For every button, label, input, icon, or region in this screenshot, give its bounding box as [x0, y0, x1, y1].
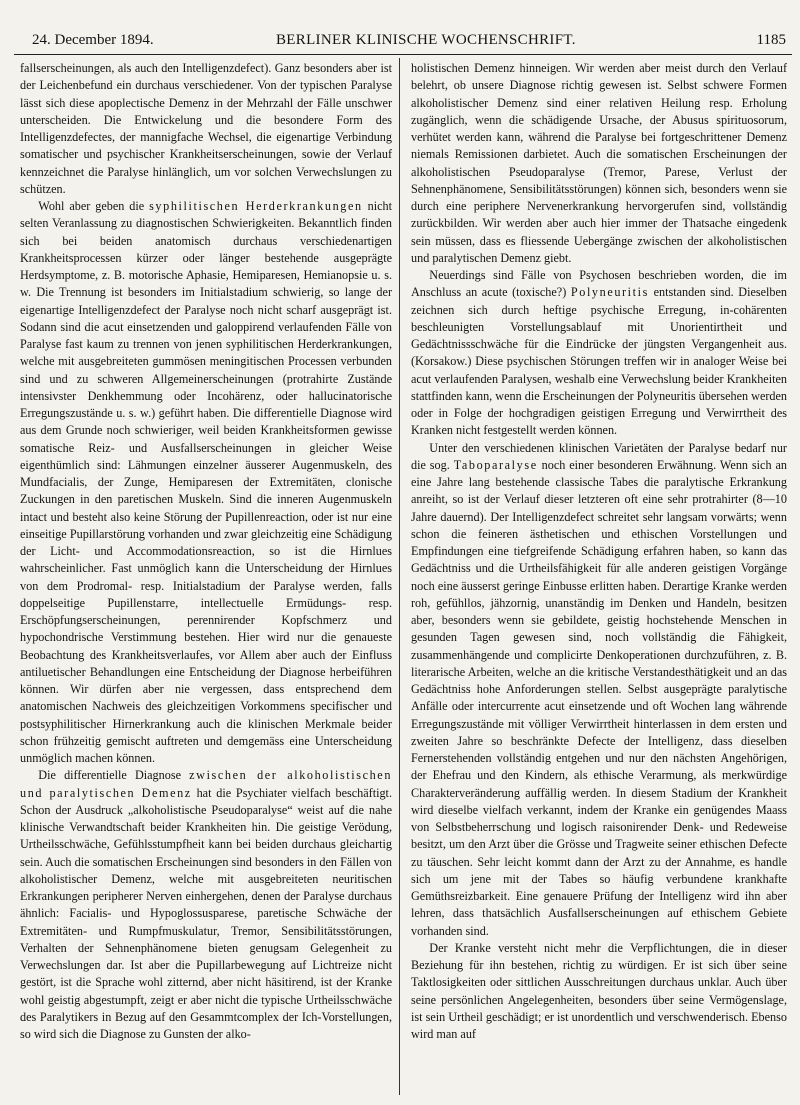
- paragraph: fallserscheinungen, als auch den Intelligenzdefect). Ganz besonders aber ist der Leichenbefund ein durchaus verschiedener. Von der typischen Paralyse lässt sich diese apoplectische Demenz in der Mehrzahl der Fälle unschwer unterscheiden. Die Entwickelung und die besondere Form des Intelligenzdefectes, der mannigfache Wechsel, die eigenartige Verbindung somatischer und psychischer Krankheitserscheinungen, sowie der Verlauf kennzeichnet die Paralyse hinlänglich, um vor solchen Verwechslungen zu schützen.: [20, 61, 392, 196]
- paragraph-text: hat die Psychiater vielfach beschäftigt. Schon der Ausdruck „alkoholistische Pseudoparalyse“ weist auf die nahe klinische Verwandtschaft beider Krankheiten hin. Die geistige Verödung, Urtheilsschwäche, Gefühlsstumpfheit kann bei beiden durchaus gleichartig sein. Auch die somatischen Erscheinungen sind besonders in den Fällen von alkoholistischer Demenz, welche mit ausgebreiteten neuritischen Erkrankungen peripherer Nerven einhergehen, denen der Paralyse durchaus ähnlich: Facialis- und Hypoglossusparese, paretische Schwäche der Extremitäten- und Rumpfmuskulatur, Tremor, Sensibilitätsstörungen, Verhalten der Sehnenphänomene bieten genugsam Gelegenheit zu Verwechslungen dar. Ist aber die Pupillarbewegung auf Lichtreize nicht gestört, ist die Sprache wohl zitternd, aber nicht häsitirend, ist der Kranke wohl geistig abgestumpft, zeigt er aber nicht die typische Urtheilsschwäche des Paralytikers in Bezug auf den Gesammtcomplex der Ich-Vorstellungen, so wird sich die Diagnose zu Gunsten der alko-: [20, 785, 392, 1041]
- paragraph-lead: Neuerdings sind Fälle von Psychosen beschrieben worden, die im Anschluss an acute (toxische?): [411, 268, 787, 300]
- paragraph-lead: Die differentielle Diagnose: [38, 768, 190, 783]
- paragraph-text: entstanden sind. Dieselben zeichnen sich durch heftige psychische Erregung, in-cohärenten beschleunigten Vorstellungsablauf mit Unorientirtheit und Gedächtnissschwäche für die Eindrücke der jüngsten Vergangenheit aus. (Korsakow.) Diese psychischen Störungen treffen wir in analoger Weise bei acut verlaufenden Paralysen, weshalb eine Verwechslung beider Krankheiten stattfinden kann, wenn die Erscheinungen der Polyneuritis übersehen werden oder in Folge der hochgradigen geistigen Erregung und Verwirrtheit des Kranken nicht festgestellt werden können.: [411, 285, 787, 438]
- spaced-emphasis: zwischen der alkoholistischen und paralytischen Demenz: [20, 768, 392, 800]
- spaced-emphasis: syphilitischen Herderkrankungen: [149, 199, 363, 213]
- spaced-emphasis: Polyneuritis: [570, 285, 649, 300]
- header-rule: [14, 54, 792, 55]
- running-header: [8, 30, 790, 52]
- column-divider: [399, 58, 400, 1095]
- journal-title: BERLINER KLINISCHE WOCHENSCHRIFT.: [276, 32, 576, 48]
- paragraph-lead: Wohl aber geben die: [38, 199, 150, 213]
- spaced-emphasis: Taboparalyse: [453, 457, 538, 472]
- paragraph: [411, 267, 787, 440]
- paragraph: holistischen Demenz hinneigen. Wir werden aber meist durch den Verlauf belehrt, ob unsere Diagnose richtig gewesen ist. Selbst schwere Formen alkoholistischer Demenz sind einer relativen Heilung resp. Erholung zugänglich, wenn die schädigende Ursache, der Abusus spirituosorum, verhütet werden kann, während die Paralyse bei fortgeschrittener Demenz niemals Remissionen darbietet. Auch die somatischen Erscheinungen der alkoholistischen Pseudoparalyse (Tremor, Parese, Verlust der Sehnenphänomene, Sensibilitätsstörungen) können sich, besonders wenn sie durch eine periphere Nervenerkrankung hervorgerufen sind, vollständig zurückbilden. Wir werden aber auch hier immer der Thatsache eingedenk sein müssen, dass es fliessende Uebergänge zwischen der alkoholistischen und paralytischen Demenz giebt.: [411, 61, 787, 265]
- right-column: [411, 60, 787, 1100]
- paragraph-lead: Unter den verschiedenen klinischen Varietäten der Paralyse bedarf nur die sog.: [411, 440, 787, 472]
- paragraph-text: nicht selten Veranlassung zu diagnostischen Schwierigkeiten. Bekanntlich finden sich bei beiden anatomisch durchaus verschiedenartigen Krankheitsprocessen kürzer oder länger bestehende ausgeprägte Herdsymptome, z. B. motorische Aphasie, Hemiparesen, Hemianopsie u. s. w. Die Trennung ist besonders im Initialstadium schwierig, so lange der eigenartige Intelligenzdefect der Paralyse noch nicht scharf ausgeprägt ist. Sodann sind die acut einsetzenden und galoppirend verlaufenden Fälle von Paralyse fast kaum zu trennen von jenen syphilitischen Herderkrankungen, welche mit ausgebreiteten gummösen meningitischen Processen verbunden sind und zu schweren Allgemeinerscheinungen (protrahirte Zustände intensivster Denkhemmung oder Incohärenz, oder hallucinatorische Erregungszustände u. s. w.) geführt haben. Die differentielle Diagnose wird aus dem Grunde noch schwieriger, weil beiden Krankheitsformen gewisse somatische Reiz- und Ausfallserscheinungen in gleicher Weise eigenthümlich sind: Lähmungen einzelner äusserer Augenmuskeln, des Mundfacialis, der Zunge, Hemiparesen der Extremitäten, clonische Zuckungen in den paretischen Muskeln. Sind die inneren Augenmuskeln intact und besteht also keine Störung der Pupillenreaction, oder ist nur eine einseitige Pupillarstörung vorhanden und zwar gleichzeitig eine Schädigung der Licht- und Accommodationsreaction, so ist die Hirnlues wahrscheinlicher. Fast unmöglich kann die Unterscheidung der Hirnlues von dem Prodromal- resp. Initialstadium der Paralyse werden, falls doppelseitige Pupillenstarre, intellectuelle Ermüdungs- resp. Erschöpfungserscheinungen, perennirender Kopfschmerz und hypochondrische Verstimmung bestehen. Hier wird nur die genaueste Beobachtung des Krankheitsverlaufes, vor Allem aber auch der Einfluss antiluetischer Behandlungen eine Entscheidung der Diagnose herbeiführen können. Wir dürfen aber nie vergessen, dass entsprechend dem anatomischen Nachweis des gleichzeitigen Vorkommens specifischer und postsyphilitischer Hirnerkrankung auch die klinischen Merkmale beider schon frühzeitig gemischt auftreten und demgemäss eine Unterscheidung unmöglich machen können.: [20, 199, 392, 765]
- issue-date: 24. December 1894.: [32, 32, 154, 48]
- left-column: [20, 60, 392, 1100]
- paragraph: [20, 198, 392, 767]
- page-number: 1185: [756, 32, 786, 48]
- paragraph: Der Kranke versteht nicht mehr die Verpflichtungen, die in dieser Beziehung für ihn bestehen, richtig zu würdigen. Er ist sich über seine Taktlosigkeiten oder sittlichen Ausschreitungen durchaus unklar. Auch über seine persönlichen Angelegenheiten, besonders über seine Vermögenslage, ist sein Urtheil geschädigt; er ist unordentlich und verschwenderisch. Ebenso wird man auf: [411, 940, 787, 1041]
- paragraph: [20, 767, 392, 1043]
- paragraph: [411, 440, 787, 940]
- paragraph-text: noch einer besonderen Erwähnung. Wenn sich an eine Jahre lang bestehende classische Tabes die paralytische Erkrankung anreiht, so ist der Verlauf dieser letzteren oft eine sehr protrahirter (8—10 Jahre dauernd). Der Intelligenzdefect schreitet sehr langsam vorwärts; wenn schon die feineren ästhetischen und ethischen Vorstellungen und Empfindungen eine tiefgreifende Schädigung erfahren haben, so kann das Gedächtniss und die Urtheilsfähigkeit für alle anderen geistigen Vorgänge noch eine äusserst geringe Einbusse erlitten haben. Derartige Kranke werden roh, gefühllos, jähzornig, unanständig im Denken und Handeln, besitzen aber, besonders wenn sie gebildete, geistig hochstehende Menschen in gesunden Tagen gewesen sind, noch vollständig die Fähigkeit, zusammenhängende und complicirte Denkoperationen durchzuführen, z. B. literarische Arbeiten, welche an die kritische Verstandesthätigkeit und an das Gedächtniss hohe Anforderungen stellen. Selbst ausgeprägte paralytische Anfälle oder intercurrente acut einsetzende und oft Wochen lang währende Erregungszustände mit völliger Verwirrtheit hinterlassen in dem ersten und zweiten Jahre so beschränkte Defecte der Intelligenz, dass dieselben Fernerstehenden vollständig entgehen und nur den nächsten Angehörigen, der Ehefrau und den Kindern, als ethische Verarmung, als merkwürdige Charakterveränderung auffällig werden. In diesem Stadium der Krankheit wird dieselbe vielfach verkannt, indem der Kranke ein genügendes Maass von Selbstbeherrschung und logisch raisonirender Denk- und Redeweise besitzt, um den Arzt über die Grösse und Tragweite seiner ethischen Defecte zu täuschen. Sehr leicht kommt dann der Arzt zu der Annahme, es handle sich um jene mit der Tabes so häufig verbundene krankhafte Gemüthsreizbarkeit. Eine genauere Prüfung der Intelligenz wird ihn aber lehren, dass thatsächlich Ausfallserscheinungen auf ethischem Gebiete vorhanden sind.: [411, 457, 787, 938]
